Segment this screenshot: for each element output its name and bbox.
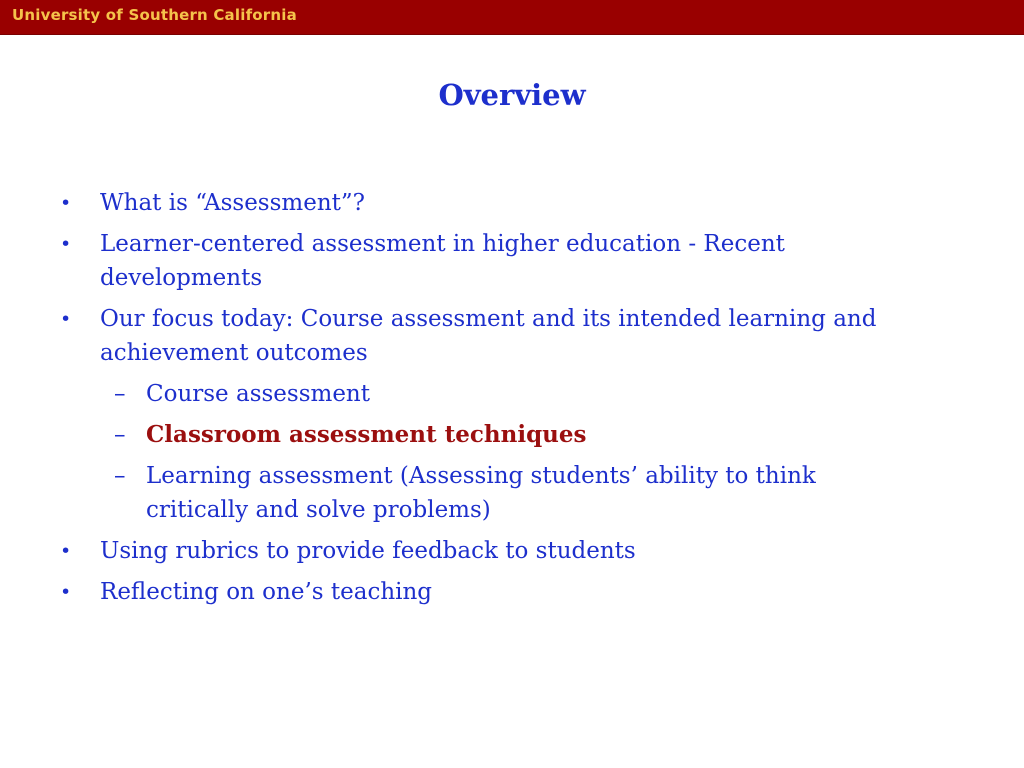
bullet-text: Our focus today: Course assessment and its intended learning and achievement outcomes [100,306,877,366]
dash-marker: – [114,422,126,448]
institution-logo-text: University of Southern California [12,6,297,24]
bullet-item [0,302,1024,370]
bullet-text: Learner-centered assessment in higher education - Recent developments [100,231,785,291]
dash-marker: – [114,463,126,489]
sub-bullet-item [0,377,1024,411]
bullet-list [0,186,1024,616]
highlighted-sub-bullet-text: Classroom assessment techniques [146,421,587,448]
bullet-item [0,186,1024,220]
slide-title: Overview [438,78,586,112]
sub-bullet-text: Course assessment [146,381,370,407]
sub-bullet-item [0,418,1024,452]
bullet-item [0,575,1024,609]
bullet-marker: • [60,540,72,562]
bullet-marker: • [60,308,72,330]
sub-bullet-item [0,459,1024,527]
bullet-text: Using rubrics to provide feedback to students [100,538,636,564]
bullet-text: What is “Assessment”? [100,190,365,216]
bullet-marker: • [60,233,72,255]
bullet-marker: • [60,192,72,214]
dash-marker: – [114,381,126,407]
bullet-text: Reflecting on one’s teaching [100,579,433,605]
bullet-item [0,227,1024,295]
bullet-item [0,534,1024,568]
header-bar [0,0,1024,35]
sub-bullet-text: Learning assessment (Assessing students’ ability to think critically and solve problems) [146,463,816,523]
bullet-marker: • [60,581,72,603]
